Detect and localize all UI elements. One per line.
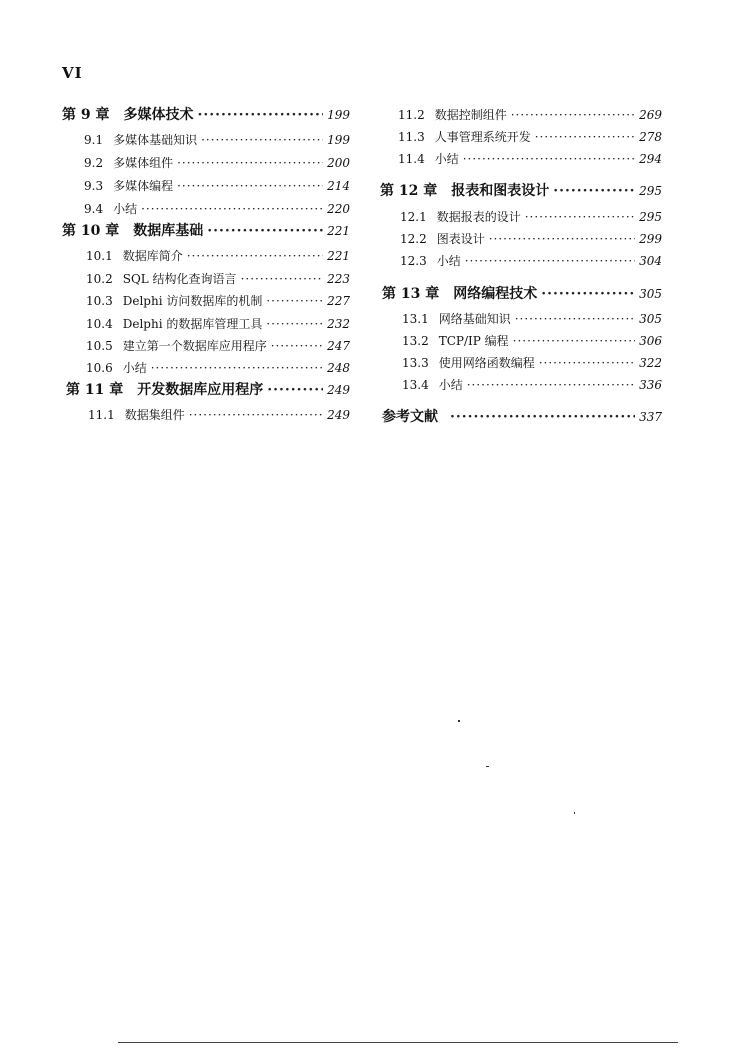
- toc-references[interactable]: [382, 406, 662, 426]
- toc-section-10-5[interactable]: [86, 337, 350, 354]
- toc-section-11-1[interactable]: [88, 406, 350, 423]
- entry-title: 报表和图表设计: [451, 183, 550, 199]
- leader-dots: [207, 223, 323, 239]
- leader-dots: [539, 356, 635, 370]
- entry-number: 13.3: [402, 356, 429, 370]
- entry-title: 开发数据库应用程序: [137, 382, 264, 398]
- entry-number: 11.1: [88, 408, 115, 422]
- entry-title: 小结: [434, 152, 459, 166]
- leader-dots: [541, 286, 635, 302]
- entry-page: 247: [327, 339, 350, 353]
- entry-page: 199: [327, 133, 350, 147]
- toc-chapter-13[interactable]: [382, 283, 662, 303]
- entry-title: 多媒体基础知识: [113, 133, 198, 147]
- entry-page: 223: [327, 272, 350, 286]
- entry-number: 第 10 章: [62, 223, 120, 239]
- entry-number: 13.4: [402, 378, 429, 392]
- leader-dots: [201, 133, 323, 147]
- toc-section-9-3[interactable]: [84, 177, 350, 194]
- toc-section-11-4[interactable]: [398, 150, 662, 167]
- leader-dots: [467, 378, 635, 392]
- entry-page: 278: [639, 130, 662, 144]
- entry-page: 232: [327, 317, 350, 331]
- entry-page: 249: [327, 383, 350, 397]
- entry-title: 参考文献: [382, 409, 438, 425]
- leader-dots: [141, 202, 323, 216]
- entry-title: 多媒体编程: [113, 179, 174, 193]
- entry-page: 305: [639, 312, 662, 326]
- leader-dots: [198, 107, 324, 123]
- bottom-rule: [118, 1042, 678, 1043]
- toc-section-9-4[interactable]: [84, 200, 350, 217]
- entry-title: 数据报表的设计: [436, 210, 521, 224]
- entry-title: 人事管理系统开发: [434, 130, 531, 144]
- entry-number: 11.2: [398, 108, 425, 122]
- leader-dots: [241, 272, 324, 286]
- toc-section-10-2[interactable]: [86, 270, 350, 287]
- toc-section-10-1[interactable]: [86, 247, 350, 264]
- entry-number: 12.1: [400, 210, 427, 224]
- entry-number: 10.3: [86, 294, 113, 308]
- toc-chapter-10[interactable]: [62, 220, 350, 240]
- entry-page: 322: [639, 356, 662, 370]
- entry-title: Delphi 访问数据库的机制: [122, 294, 263, 308]
- entry-number: 11.4: [398, 152, 425, 166]
- leader-dots: [525, 210, 635, 224]
- entry-number: 第 13 章: [382, 286, 440, 302]
- toc-section-13-4[interactable]: [402, 376, 662, 393]
- toc-section-10-3[interactable]: [86, 292, 350, 309]
- leader-dots: [151, 361, 323, 375]
- entry-number: 第 9 章: [62, 107, 110, 123]
- entry-page: 295: [639, 184, 662, 198]
- toc-section-11-3[interactable]: [398, 128, 662, 145]
- leader-dots: [553, 183, 635, 199]
- entry-number: 10.4: [86, 317, 113, 331]
- entry-number: 10.5: [86, 339, 113, 353]
- entry-title: 小结: [436, 254, 461, 268]
- entry-number: 10.6: [86, 361, 113, 375]
- page-number: VI: [62, 64, 83, 82]
- entry-number: 10.1: [86, 249, 113, 263]
- entry-title: TCP/IP 编程: [438, 334, 509, 348]
- entry-page: 305: [639, 287, 662, 301]
- entry-title: 小结: [113, 202, 138, 216]
- entry-title: 数据库简介: [122, 249, 183, 263]
- entry-title: 图表设计: [436, 232, 485, 246]
- leader-dots: [511, 108, 635, 122]
- entry-page: 304: [639, 254, 662, 268]
- entry-page: 214: [327, 179, 350, 193]
- leader-dots: [271, 339, 323, 353]
- toc-section-13-1[interactable]: [402, 310, 662, 327]
- entry-page: 249: [327, 408, 350, 422]
- entry-number: 9.3: [84, 179, 104, 193]
- leader-dots: [266, 294, 323, 308]
- entry-title: 数据库基础: [133, 223, 204, 239]
- toc-section-12-3[interactable]: [400, 252, 662, 269]
- scan-speck: [486, 766, 489, 767]
- entry-page: 299: [639, 232, 662, 246]
- toc-section-9-2[interactable]: [84, 154, 350, 171]
- leader-dots: [187, 249, 323, 263]
- toc-chapter-12[interactable]: [380, 180, 662, 200]
- toc-section-10-6[interactable]: [86, 359, 350, 376]
- entry-title: 多媒体组件: [113, 156, 174, 170]
- entry-number: 第 11 章: [66, 382, 124, 398]
- toc-section-12-2[interactable]: [400, 230, 662, 247]
- entry-page: 227: [327, 294, 350, 308]
- leader-dots: [513, 334, 635, 348]
- toc-section-11-2[interactable]: [398, 106, 662, 123]
- entry-title: SQL 结构化查询语言: [122, 272, 237, 286]
- entry-title: 小结: [122, 361, 147, 375]
- entry-page: 336: [639, 378, 662, 392]
- entry-page: 200: [327, 156, 350, 170]
- entry-page: 220: [327, 202, 350, 216]
- toc-section-13-2[interactable]: [402, 332, 662, 349]
- entry-title: 网络基础知识: [438, 312, 511, 326]
- leader-dots: [189, 408, 323, 422]
- entry-title: Delphi 的数据库管理工具: [122, 317, 263, 331]
- entry-title: 多媒体技术: [123, 107, 194, 123]
- entry-title: 网络编程技术: [453, 286, 538, 302]
- toc-section-10-4[interactable]: [86, 315, 350, 332]
- entry-number: 10.2: [86, 272, 113, 286]
- entry-page: 269: [639, 108, 662, 122]
- entry-title: 建立第一个数据库应用程序: [122, 339, 267, 353]
- entry-page: 199: [327, 108, 350, 122]
- toc-section-13-3[interactable]: [402, 354, 662, 371]
- leader-dots: [177, 179, 323, 193]
- entry-page: 221: [327, 249, 350, 263]
- entry-number: 12.2: [400, 232, 427, 246]
- toc-section-12-1[interactable]: [400, 208, 662, 225]
- entry-title: 数据集组件: [124, 408, 185, 422]
- leader-dots: [266, 317, 323, 331]
- entry-title: 小结: [438, 378, 463, 392]
- leader-dots: [465, 254, 635, 268]
- entry-number: 11.3: [398, 130, 425, 144]
- entry-number: 9.2: [84, 156, 104, 170]
- entry-page: 248: [327, 361, 350, 375]
- leader-dots: [267, 382, 323, 398]
- scan-speck: [458, 720, 460, 722]
- leader-dots: [535, 130, 635, 144]
- entry-page: 306: [639, 334, 662, 348]
- toc-chapter-11[interactable]: [66, 379, 350, 399]
- leader-dots: [177, 156, 323, 170]
- entry-page: 294: [639, 152, 662, 166]
- entry-number: 12.3: [400, 254, 427, 268]
- leader-dots: [463, 152, 635, 166]
- toc-section-9-1[interactable]: [84, 131, 350, 148]
- entry-number: 13.2: [402, 334, 429, 348]
- entry-number: 9.1: [84, 133, 104, 147]
- entry-title: 使用网络函数编程: [438, 356, 535, 370]
- entry-page: 337: [639, 410, 662, 424]
- scan-speck: [574, 812, 575, 814]
- entry-page: 221: [327, 224, 350, 238]
- entry-number: 第 12 章: [380, 183, 438, 199]
- entry-title: 数据控制组件: [434, 108, 507, 122]
- toc-chapter-9[interactable]: [62, 104, 350, 124]
- entry-number: 13.1: [402, 312, 429, 326]
- leader-dots: [515, 312, 635, 326]
- leader-dots: [450, 409, 635, 425]
- entry-page: 295: [639, 210, 662, 224]
- leader-dots: [489, 232, 635, 246]
- entry-number: 9.4: [84, 202, 104, 216]
